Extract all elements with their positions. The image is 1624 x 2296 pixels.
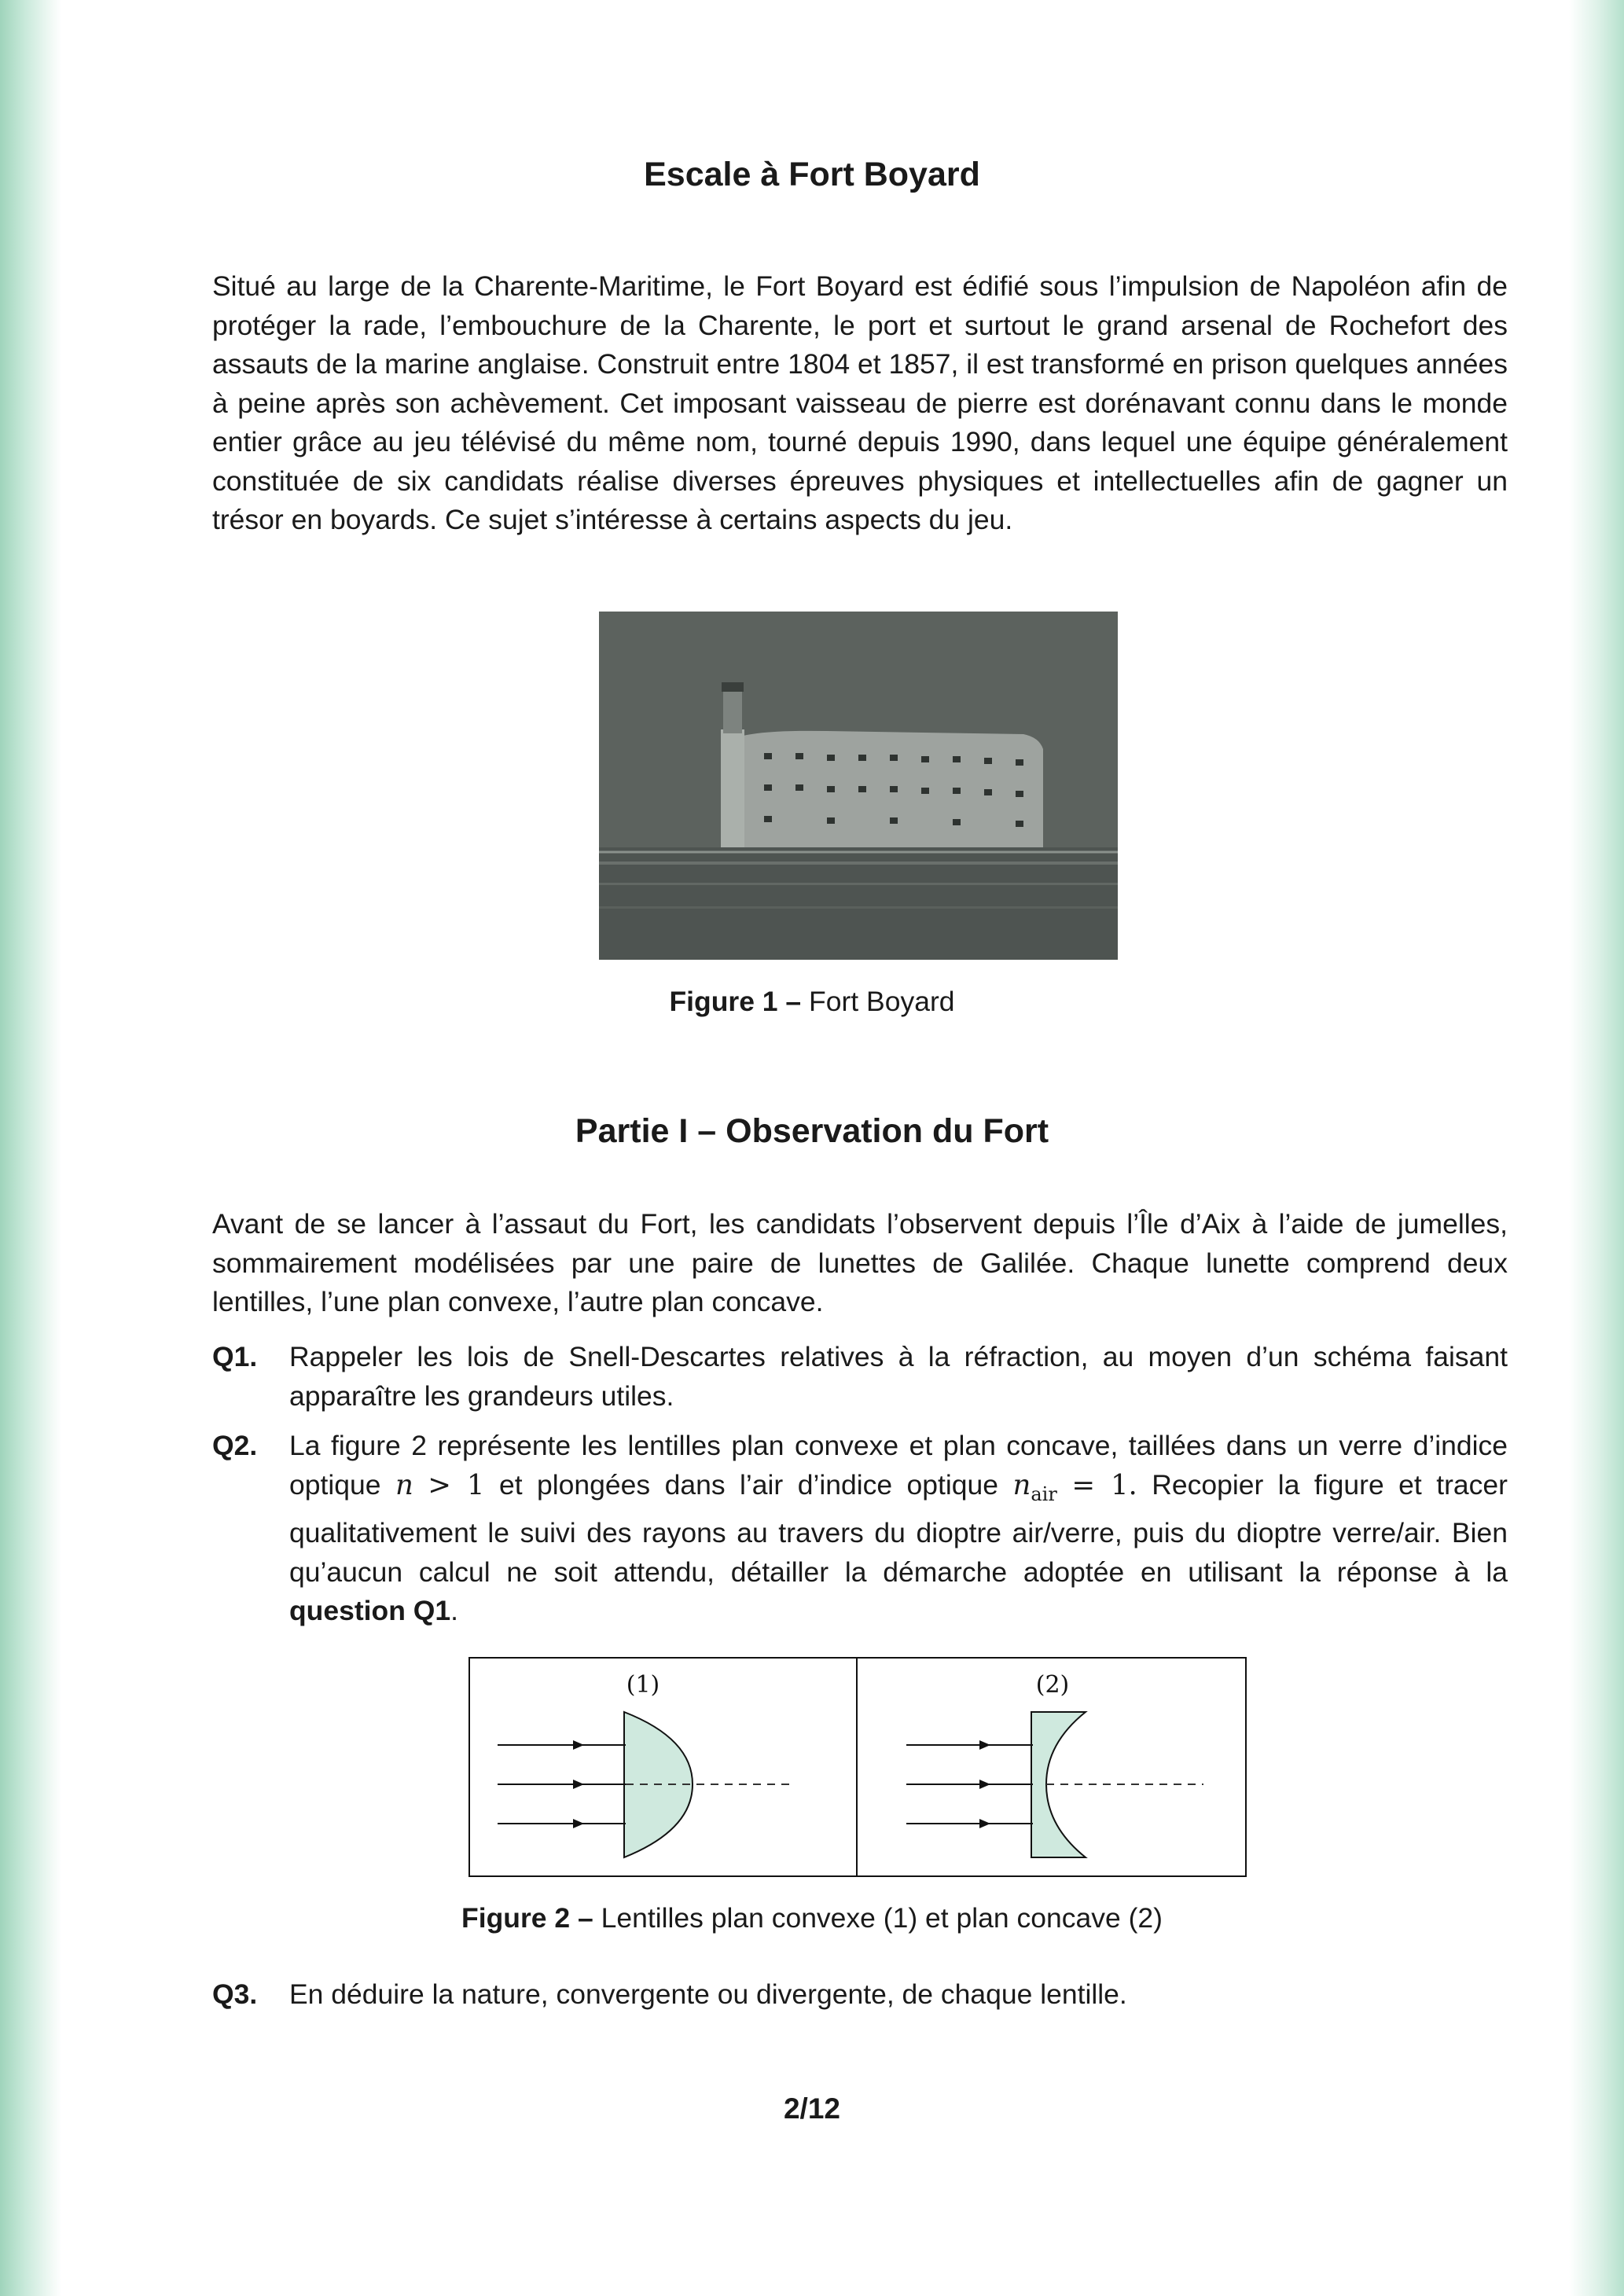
question-q2 xyxy=(212,1427,1508,1631)
part-1-intro: Avant de se lancer à l’assaut du Fort, les candidats l’observent depuis l’Île d’Aix à l’aide de jumelles, sommairement modélisées par une paire de lunettes de Galilée. Chaque lunette comprend deux lentilles, l’une plan convexe, l’autre plan concave. xyxy=(212,1208,1508,1317)
q2-math-nair: n xyxy=(1012,1468,1031,1501)
q3-text: En déduire la nature, convergente ou divergente, de chaque lentille. xyxy=(289,1978,1127,2010)
q2-text-b: et plongées dans l’air d’indice optique xyxy=(498,1468,999,1501)
incident-rays-2 xyxy=(906,1740,1033,1828)
question-q3 xyxy=(212,1975,1508,2015)
q1-text: Rappeler les lois de Snell-Descartes relatives à la réfraction, au moyen d’un schéma faisant apparaître les grandeurs utiles. xyxy=(289,1341,1508,1412)
ray-arrow xyxy=(979,1780,990,1789)
document-title: Escale à Fort Boyard xyxy=(644,156,980,193)
page-number: 2/12 xyxy=(783,2092,840,2125)
ray-arrow xyxy=(979,1819,990,1828)
q2-math-n: n xyxy=(395,1468,413,1501)
q3-label: Q3. xyxy=(212,1978,258,2010)
ray-arrow xyxy=(573,1740,584,1750)
ray-arrow xyxy=(979,1740,990,1750)
fort-boyard-illustration xyxy=(599,612,1118,960)
figure-1-label: Figure 1 – xyxy=(669,986,802,1017)
q2-math-eq: = 1. xyxy=(1071,1468,1137,1501)
figure-2-label: Figure 2 – xyxy=(461,1902,593,1934)
q1-label: Q1. xyxy=(212,1341,258,1372)
incident-rays-1 xyxy=(498,1740,626,1828)
figure-2-diagram xyxy=(468,1657,1247,1877)
q2-math-air-sub: air xyxy=(1031,1482,1057,1505)
ray-arrow xyxy=(573,1819,584,1828)
q2-label: Q2. xyxy=(212,1430,258,1461)
figure-2-caption xyxy=(0,1902,1624,1934)
fort-boyard-photo xyxy=(599,612,1118,960)
lens-diagram xyxy=(468,1657,1247,1877)
part-1-title: Partie I – Observation du Fort xyxy=(575,1112,1049,1150)
panel-2-label: (2) xyxy=(1035,1671,1070,1699)
panel-1-label: (1) xyxy=(626,1671,660,1699)
q2-text-c: Recopier la figure et tracer qualitativement le suivi des rayons au travers du dioptre air/verre, puis du dioptre verre/air. Bien qu’aucun calcul ne soit attendu, détailler la démarche adoptée en utilisant la réponse à la xyxy=(289,1468,1508,1588)
q2-math-gt: > 1 xyxy=(428,1468,485,1501)
question-q1 xyxy=(212,1338,1508,1416)
figure-1-caption xyxy=(0,986,1624,1018)
q2-text xyxy=(289,1427,1508,1631)
intro-paragraph: Situé au large de la Charente-Maritime, le Fort Boyard est édifié sous l’impulsion de Napoléon afin de protéger la rade, l’embouchure de la Charente, le port et surtout le grand arsenal de Rochefort des assauts de la marine anglaise. Construit entre 1804 et 1857, il est transformé en prison quelques années à peine après son achèvement. Cet imposant vaisseau de pierre est dorénavant connu dans le monde entier grâce au jeu télévisé du même nom, tourné depuis 1990, dans lequel une équipe généralement constituée de six candidats réalise diverses épreuves physiques et intellectuelles afin de gagner un trésor en boyards. Ce sujet s’intéresse à certains aspects du jeu. xyxy=(212,270,1508,535)
ray-arrow xyxy=(573,1780,584,1789)
q2-text-a: La figure 2 représente les lentilles plan convexe et plan concave, taillées dans un verre d’indice optique xyxy=(289,1430,1508,1501)
q2-text-end: . xyxy=(450,1595,459,1627)
figure-2-text: Lentilles plan convexe (1) et plan concave (2) xyxy=(601,1902,1163,1934)
figure-1-text: Fort Boyard xyxy=(809,986,955,1017)
q2-text-bold: question Q1 xyxy=(289,1595,451,1627)
